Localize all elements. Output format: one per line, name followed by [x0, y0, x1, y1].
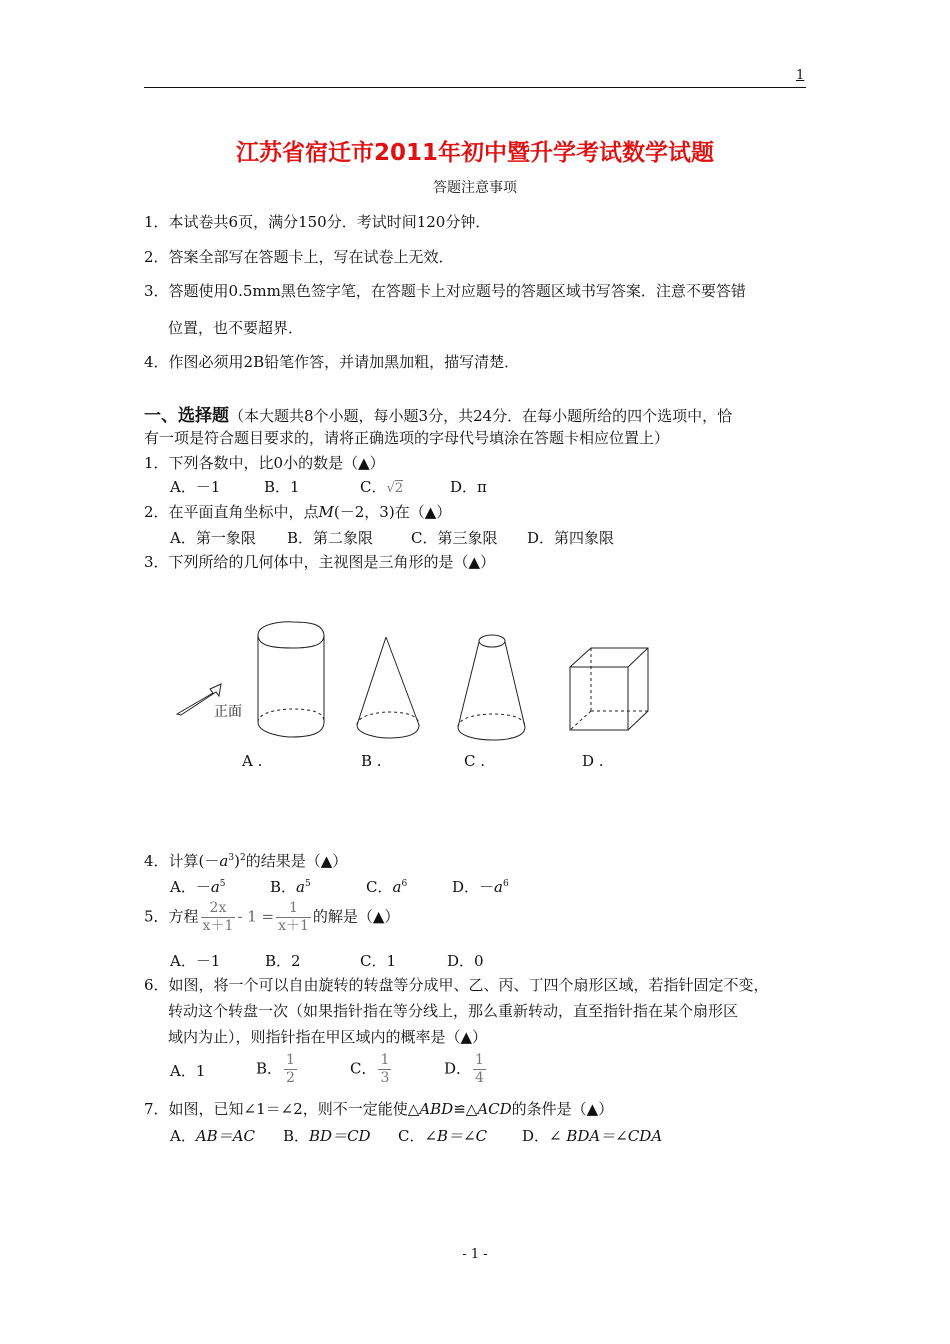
sqrt-radicand: 2 — [394, 481, 404, 496]
q4-stem-b: ) — [234, 852, 240, 870]
q4-exp-outer: 2 — [239, 853, 246, 863]
q2-option-c: C．第三象限 — [411, 529, 498, 547]
q6-option-d — [444, 1052, 488, 1087]
q7-stem-a: 7．如图，已知∠1＝∠2，则不一定能使△ — [144, 1100, 420, 1118]
q4-option-a-exp: 5 — [219, 879, 226, 889]
q6-d-num: 1 — [475, 1052, 484, 1068]
q5-stem-a: 5．方程 — [144, 907, 199, 926]
q4-option-a-label: A．－ — [170, 878, 211, 896]
q4-option-a-var: a — [210, 878, 220, 896]
q5-fraction-left — [201, 900, 236, 935]
q6-option-c — [350, 1052, 393, 1087]
notice-heading: 答题注意事项 — [433, 180, 517, 196]
q5-frac2-den: x＋1 — [278, 918, 309, 934]
q6-option-c-label: C． — [350, 1059, 377, 1078]
q6-c-den: 3 — [380, 1070, 390, 1086]
header-rule — [144, 87, 806, 88]
q4-option-d — [452, 876, 509, 897]
section-heading — [144, 401, 732, 426]
notice-4: 4．作图必须用2B铅笔作答，并请加黑加粗，描写清楚． — [144, 353, 520, 371]
q7-option-d — [522, 1125, 662, 1146]
q5-fraction-right — [276, 900, 311, 935]
q6-c-num: 1 — [380, 1052, 390, 1068]
q2-stem-a: 2．在平面直角坐标中，点 — [144, 503, 319, 521]
page-title: 江苏省宿迁市2011年初中暨升学考试数学试题 — [235, 140, 714, 166]
q7-stem — [144, 1098, 613, 1119]
q5-frac1-num: 2x — [201, 900, 236, 918]
q4-stem — [144, 850, 347, 871]
q6-option-b — [256, 1052, 299, 1087]
front-label: 正面 — [214, 704, 242, 720]
q1-stem: 1．下列各数中，比0小的数是（▲） — [144, 454, 385, 472]
q7-option-c — [398, 1125, 487, 1146]
q4-option-b-exp: 5 — [304, 879, 311, 889]
q5-option-a: A．－1 — [170, 952, 221, 970]
q5-minus-one: - 1 = — [237, 907, 275, 926]
notice-3: 3．答题使用0.5mm黑色签字笔，在答题卡上对应题号的答题区域书写答案．注意不要答错 — [144, 282, 746, 300]
q2-stem — [144, 501, 451, 522]
q4-option-a — [170, 876, 226, 897]
q6-stem-3: 域内为止），则指针指在甲区域内的概率是（▲） — [168, 1028, 488, 1046]
q4-option-d-exp: 6 — [502, 879, 509, 889]
q4-option-d-label: D．－ — [452, 878, 495, 896]
q4-option-c-label: C． — [366, 878, 393, 896]
q5-frac1-den: x＋1 — [202, 918, 234, 934]
q6-d-den: 4 — [475, 1070, 484, 1086]
q7-option-b-label: B． — [283, 1127, 310, 1145]
notice-3-cont: 位置，也不要超界． — [168, 319, 304, 337]
q6-stem-1: 6．如图，将一个可以自由旋转的转盘等分成甲、乙、丙、丁四个扇形区域，若指针固定不变， — [144, 976, 769, 994]
section-name: 一、选择题 — [144, 406, 229, 426]
q4-stem-c: 的结果是（▲） — [245, 852, 348, 870]
sqrt-sign: √2 — [386, 481, 404, 496]
header-page-number: 1 — [796, 68, 805, 83]
q6-option-c-fraction — [378, 1052, 391, 1087]
q5-option-c: C．1 — [360, 952, 397, 970]
q7-option-d-expr: BDA＝∠CDA — [566, 1127, 663, 1145]
q3-label-c: C . — [464, 752, 486, 770]
notice-1: 1．本试卷共6页，满分150分．考试时间120分钟． — [144, 213, 491, 231]
q7-option-b — [283, 1125, 371, 1146]
q7-congruent: ≌△ — [453, 1100, 478, 1118]
q2-option-d: D．第四象限 — [527, 529, 615, 547]
q5-stem-b: 的解是（▲） — [312, 907, 400, 926]
q7-option-a — [170, 1125, 255, 1146]
q2-option-b: B．第二象限 — [287, 529, 374, 547]
q7-option-d-label: D．∠ — [522, 1127, 567, 1145]
q4-option-b-var: a — [296, 878, 305, 896]
q6-b-den: 2 — [286, 1070, 295, 1086]
q3-label-a: A . — [242, 752, 263, 770]
q4-stem-a: 4．计算(－ — [144, 852, 220, 870]
q3-label-b: B . — [361, 752, 382, 770]
q5-stem — [144, 900, 399, 935]
q6-option-d-fraction — [473, 1052, 486, 1087]
q4-option-c-var: a — [392, 878, 402, 896]
section-desc-2: 有一项是符合题目要求的，请将正确选项的字母代号填涂在答题卡相应位置上） — [144, 429, 670, 447]
q7-option-a-expr: AB＝AC — [195, 1127, 256, 1145]
q7-triangle-abd: ABD — [419, 1100, 454, 1118]
q7-option-b-expr: BD＝CD — [309, 1127, 371, 1145]
frustum-figure — [458, 635, 525, 740]
cone-figure — [357, 637, 419, 738]
q1-option-a: A．－1 — [170, 478, 221, 496]
q1-option-c — [360, 476, 403, 497]
q1-option-b: B．1 — [264, 478, 300, 496]
q2-option-a: A．第一象限 — [170, 529, 256, 547]
q5-option-d: D．0 — [447, 952, 484, 970]
q5-frac2-num: 1 — [276, 900, 311, 918]
q6-option-d-label: D． — [444, 1059, 472, 1078]
notice-2: 2．答案全部写在答题卡上，写在试卷上无效． — [144, 248, 454, 266]
section-desc-1: （本大题共8个小题，每小题3分，共24分．在每小题所给的四个选项中，恰 — [229, 407, 733, 425]
q4-var: a — [219, 852, 229, 870]
q4-option-b-label: B． — [270, 878, 297, 896]
q7-option-c-expr: B＝∠C — [437, 1127, 488, 1145]
q7-triangle-acd: ACD — [477, 1100, 512, 1118]
footer-page-number: - 1 - — [462, 1247, 488, 1262]
q3-label-d: D . — [582, 752, 604, 770]
q6-b-num: 1 — [286, 1052, 295, 1068]
q3-stem: 3．下列所给的几何体中，主视图是三角形的是（▲） — [144, 553, 496, 571]
q4-option-b — [270, 876, 311, 897]
q6-stem-2: 转动这个转盘一次（如果指针指在等分线上，那么重新转动，直至指针指在某个扇形区 — [168, 1002, 739, 1020]
q4-option-d-var: a — [494, 878, 503, 896]
cylinder-figure — [258, 622, 324, 737]
q2-point-name: M — [318, 503, 334, 521]
cube-figure — [570, 648, 648, 730]
q1-option-d: D．π — [450, 478, 487, 496]
q5-option-b: B．2 — [265, 952, 301, 970]
q6-option-a: A．1 — [170, 1062, 206, 1080]
q4-option-c-exp: 6 — [401, 879, 408, 889]
q4-option-c — [366, 876, 407, 897]
q1-option-c-label: C． — [360, 478, 387, 496]
q6-option-b-fraction — [284, 1052, 297, 1087]
q2-stem-b: (－2，3)在（▲） — [333, 503, 452, 521]
q4-exp-inner: 3 — [228, 853, 235, 863]
q7-option-a-label: A． — [170, 1127, 196, 1145]
q6-option-b-label: B． — [256, 1059, 283, 1078]
q7-stem-b: 的条件是（▲） — [511, 1100, 614, 1118]
q7-option-c-label: C．∠ — [398, 1127, 438, 1145]
